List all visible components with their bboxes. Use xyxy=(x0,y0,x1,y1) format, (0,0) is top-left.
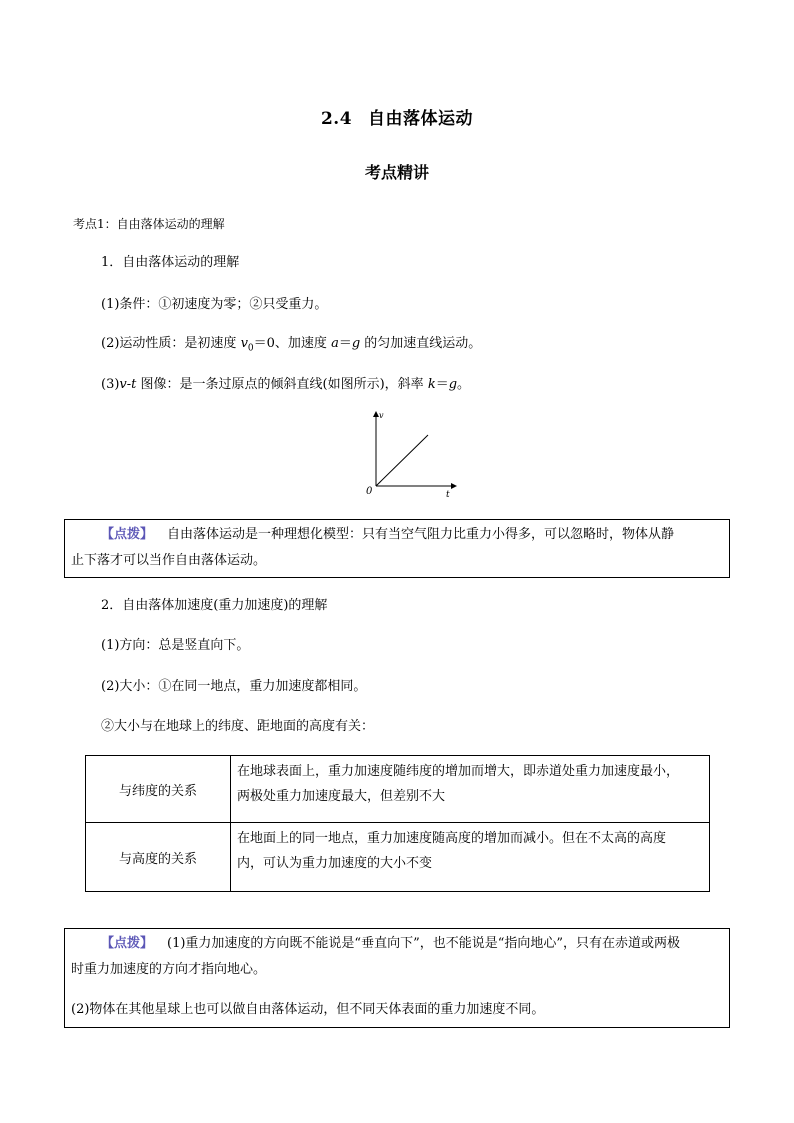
section-number: 2.4 xyxy=(320,109,353,129)
table-cell-key: 与高度的关系 xyxy=(86,823,231,892)
note-2-line-3: (2)物体在其他星球上也可以做自由落体运动，但不同天体表面的重力加速度不同。 xyxy=(71,1002,545,1017)
title-text: 自由落体运动 xyxy=(368,109,474,129)
page-title xyxy=(0,104,794,129)
cell-line: 在地面上的同一地点，重力加速度随高度的增加而减小。但在不太高的高度 xyxy=(237,831,667,846)
var-v: v xyxy=(240,336,248,351)
sec1-condition: (1)条件：①初速度为零；②只受重力。 xyxy=(101,297,328,312)
origin-label: 0 xyxy=(366,486,373,497)
sec2-factors: ②大小与在地球上的纬度、距地面的高度有关： xyxy=(101,719,375,734)
cell-line: 内，可认为重力加速度的大小不变 xyxy=(237,856,433,871)
text-part: (3) xyxy=(101,377,120,392)
text-part: 图像：是一条过原点的倾斜直线(如图所示)，斜率 xyxy=(136,377,428,392)
page-subtitle: 考点精讲 xyxy=(364,163,429,182)
note-text: (1)重力加速度的方向既不能说是“垂直向下”，也不能说是“指向地心”，只有在赤道或两极 xyxy=(167,936,681,951)
note-box-2 xyxy=(64,928,730,1028)
y-axis-label: v xyxy=(379,411,384,420)
table-cell-key: 与纬度的关系 xyxy=(86,756,231,823)
cell-line: 在地球表面上，重力加速度随纬度的增加而增大，即赤道处重力加速度最小， xyxy=(237,764,680,779)
note-2-line-1 xyxy=(71,931,723,957)
table-cell-value xyxy=(231,823,710,892)
note-tag: 【点拨】 xyxy=(101,936,154,951)
text-part: ＝ xyxy=(435,377,449,392)
sec2-magnitude: (2)大小：①在同一地点，重力加速度都相同。 xyxy=(101,679,367,694)
note-1-line-1 xyxy=(71,522,723,548)
vt-graph xyxy=(360,408,460,500)
kp1-heading: 考点1：自由落体运动的理解 xyxy=(73,217,225,231)
var-k: k xyxy=(427,377,436,392)
vt-line xyxy=(376,435,428,486)
subscript-0: 0 xyxy=(247,343,254,354)
text-part: (2)运动性质：是初速度 xyxy=(101,336,241,351)
var-g: g xyxy=(448,377,458,392)
var-vt: v-t xyxy=(119,377,137,392)
sec1-heading: 1．自由落体运动的理解 xyxy=(101,255,240,270)
note-1-line-2: 止下落才可以当作自由落体运动。 xyxy=(71,553,267,568)
var-a: a xyxy=(331,336,339,351)
sec2-direction: (1)方向：总是竖直向下。 xyxy=(101,638,250,653)
cell-line: 两极处重力加速度最大，但差别不大 xyxy=(237,789,446,804)
note-2-line-2: 时重力加速度的方向才指向地心。 xyxy=(71,962,267,977)
table-row xyxy=(86,756,710,823)
text-part: ＝0、加速度 xyxy=(253,336,332,351)
text-part: 的匀加速直线运动。 xyxy=(360,336,482,351)
sec1-vt-graph-desc xyxy=(101,373,470,392)
x-axis-label: t xyxy=(446,490,450,500)
gravity-relation-table xyxy=(85,755,710,892)
text-part: ＝ xyxy=(338,336,352,351)
var-g: g xyxy=(351,336,361,351)
sec1-motion-nature xyxy=(101,332,481,354)
table-row xyxy=(86,823,710,892)
sec2-heading: 2．自由落体加速度(重力加速度)的理解 xyxy=(101,598,328,613)
note-text: 自由落体运动是一种理想化模型：只有当空气阻力比重力小得多，可以忽略时，物体从静 xyxy=(167,527,675,542)
text-part: 。 xyxy=(457,377,471,392)
note-tag: 【点拨】 xyxy=(101,527,154,542)
note-box-1 xyxy=(64,519,730,578)
table-cell-value xyxy=(231,756,710,823)
